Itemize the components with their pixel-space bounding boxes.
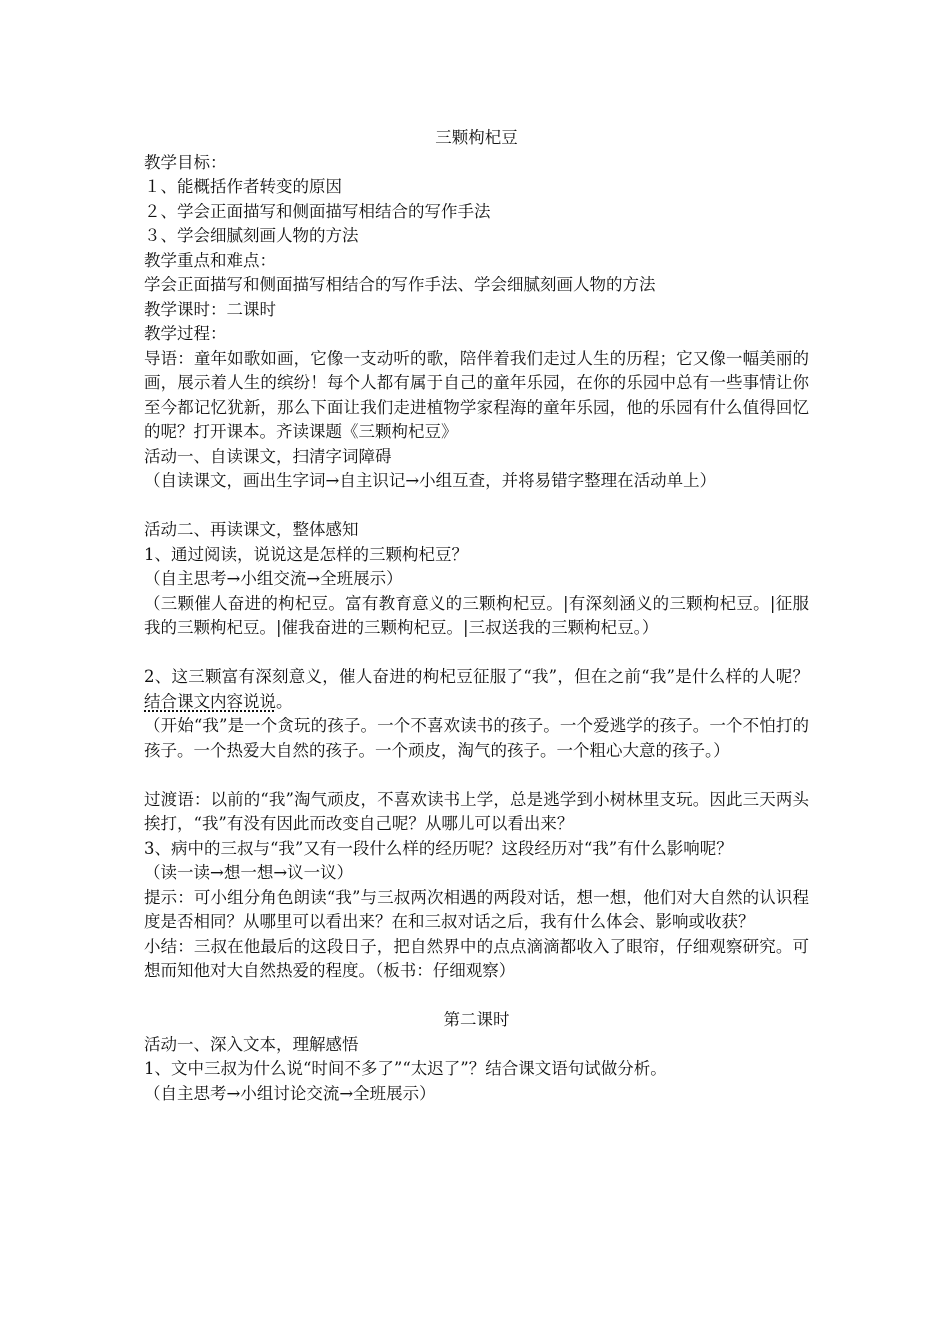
question-three-steps: （读一读→想一想→议一议） — [144, 863, 354, 882]
activity-one-steps: （自读课文，画出生字词→自主识记→小组互查，并将易错字整理在活动单上） — [144, 471, 717, 490]
hint-paragraph: 提示：可小组分角色朗读“我”与三叔两次相遇的两段对话，想一想，他们对大自然的认识程度是否相同？从哪里可以看出来？在和三叔对话之后，我有什么体会、影响或收获？ — [144, 887, 809, 931]
spacer — [144, 984, 809, 1009]
activity-one-heading: 活动一、自读课文，扫清字词障碍 — [144, 446, 392, 466]
lesson-two-question-one-steps: （自主思考→小组讨论交流→全班展示） — [144, 1083, 436, 1103]
question-two — [144, 665, 809, 714]
question-one-answer: （三颗催人奋进的枸杞豆。富有教育意义的三颗枸杞豆。|有深刻涵义的三颗枸杞豆。|征服我的三颗枸杞豆。|催我奋进的三颗枸杞豆。|三叔送我的三颗枸杞豆。） — [144, 593, 809, 637]
question-two-lead: 2、这三颗富有深刻意义，催人奋进的枸杞豆征服了“我”，但在之前“我”是什么样的人呢？ — [144, 667, 809, 686]
goal-item: ２、学会正面描写和侧面描写相结合的写作手法 — [144, 201, 491, 221]
lesson-two-activity-one: 活动一、深入文本，理解感悟 — [144, 1034, 359, 1054]
activity-two-heading: 活动二、再读课文，整体感知 — [144, 520, 359, 539]
question-one: 1、通过阅读，说说这是怎样的三颗枸杞豆？ — [144, 544, 468, 564]
lesson-hours: 教学课时：二课时 — [144, 299, 276, 319]
document-title: 三颗枸杞豆 — [435, 128, 518, 147]
emphasized-phrase: 结合课文内容说说 — [144, 691, 276, 711]
spacer — [144, 763, 809, 788]
question-two-answer: （开始“我”是一个贪玩的孩子。一个不喜欢读书的孩子。一个爱逃学的孩子。一个不怕打的孩子。一个热爱大自然的孩子。一个顽皮，淘气的孩子。一个粗心大意的孩子。） — [144, 716, 809, 760]
question-two-end: 。 — [276, 691, 293, 711]
spacer — [144, 641, 809, 666]
focus-text: 学会正面描写和侧面描写相结合的写作手法、学会细腻刻画人物的方法 — [144, 275, 656, 294]
lesson-two-question-one: 1、文中三叔为什么说“时间不多了”“太迟了”？结合课文语句试做分析。 — [144, 1059, 667, 1078]
question-three: 3、病中的三叔与“我”又有一段什么样的经历呢？这段经历对“我”有什么影响呢？ — [144, 838, 733, 858]
goal-item: １、能概括作者转变的原因 — [144, 177, 342, 196]
lesson-two-title: 第二课时 — [443, 1010, 510, 1029]
goals-heading: 教学目标： — [144, 152, 227, 172]
transition-paragraph: 过渡语：以前的“我”淘气顽皮，不喜欢读书上学，总是逃学到小树林里支玩。因此三天两头挨打，“我”有没有因此而改变自己呢？从哪儿可以看出来？ — [144, 789, 809, 833]
focus-heading: 教学重点和难点： — [144, 250, 276, 270]
document-body — [144, 126, 809, 1106]
question-one-steps: （自主思考→小组交流→全班展示） — [144, 569, 403, 588]
goal-item: ３、学会细腻刻画人物的方法 — [144, 226, 359, 245]
summary-paragraph: 小结：三叔在他最后的这段日子，把自然界中的点点滴滴都收入了眼帘，仔细观察研究。可想而知他对大自然热爱的程度。（板书：仔细观察） — [144, 936, 809, 980]
intro-paragraph: 导语：童年如歌如画，它像一支动听的歌，陪伴着我们走过人生的历程；它又像一幅美丽的画，展示着人生的缤纷！每个人都有属于自己的童年乐园，在你的乐园中总有一些事情让你至今都记忆犹新，那么下面让我们走进植物学家程海的童年乐园，他的乐园有什么值得回忆的呢？打开课本。齐读课题《三颗枸杞豆》 — [144, 348, 809, 441]
process-heading: 教学过程： — [144, 324, 227, 343]
spacer — [144, 494, 809, 519]
